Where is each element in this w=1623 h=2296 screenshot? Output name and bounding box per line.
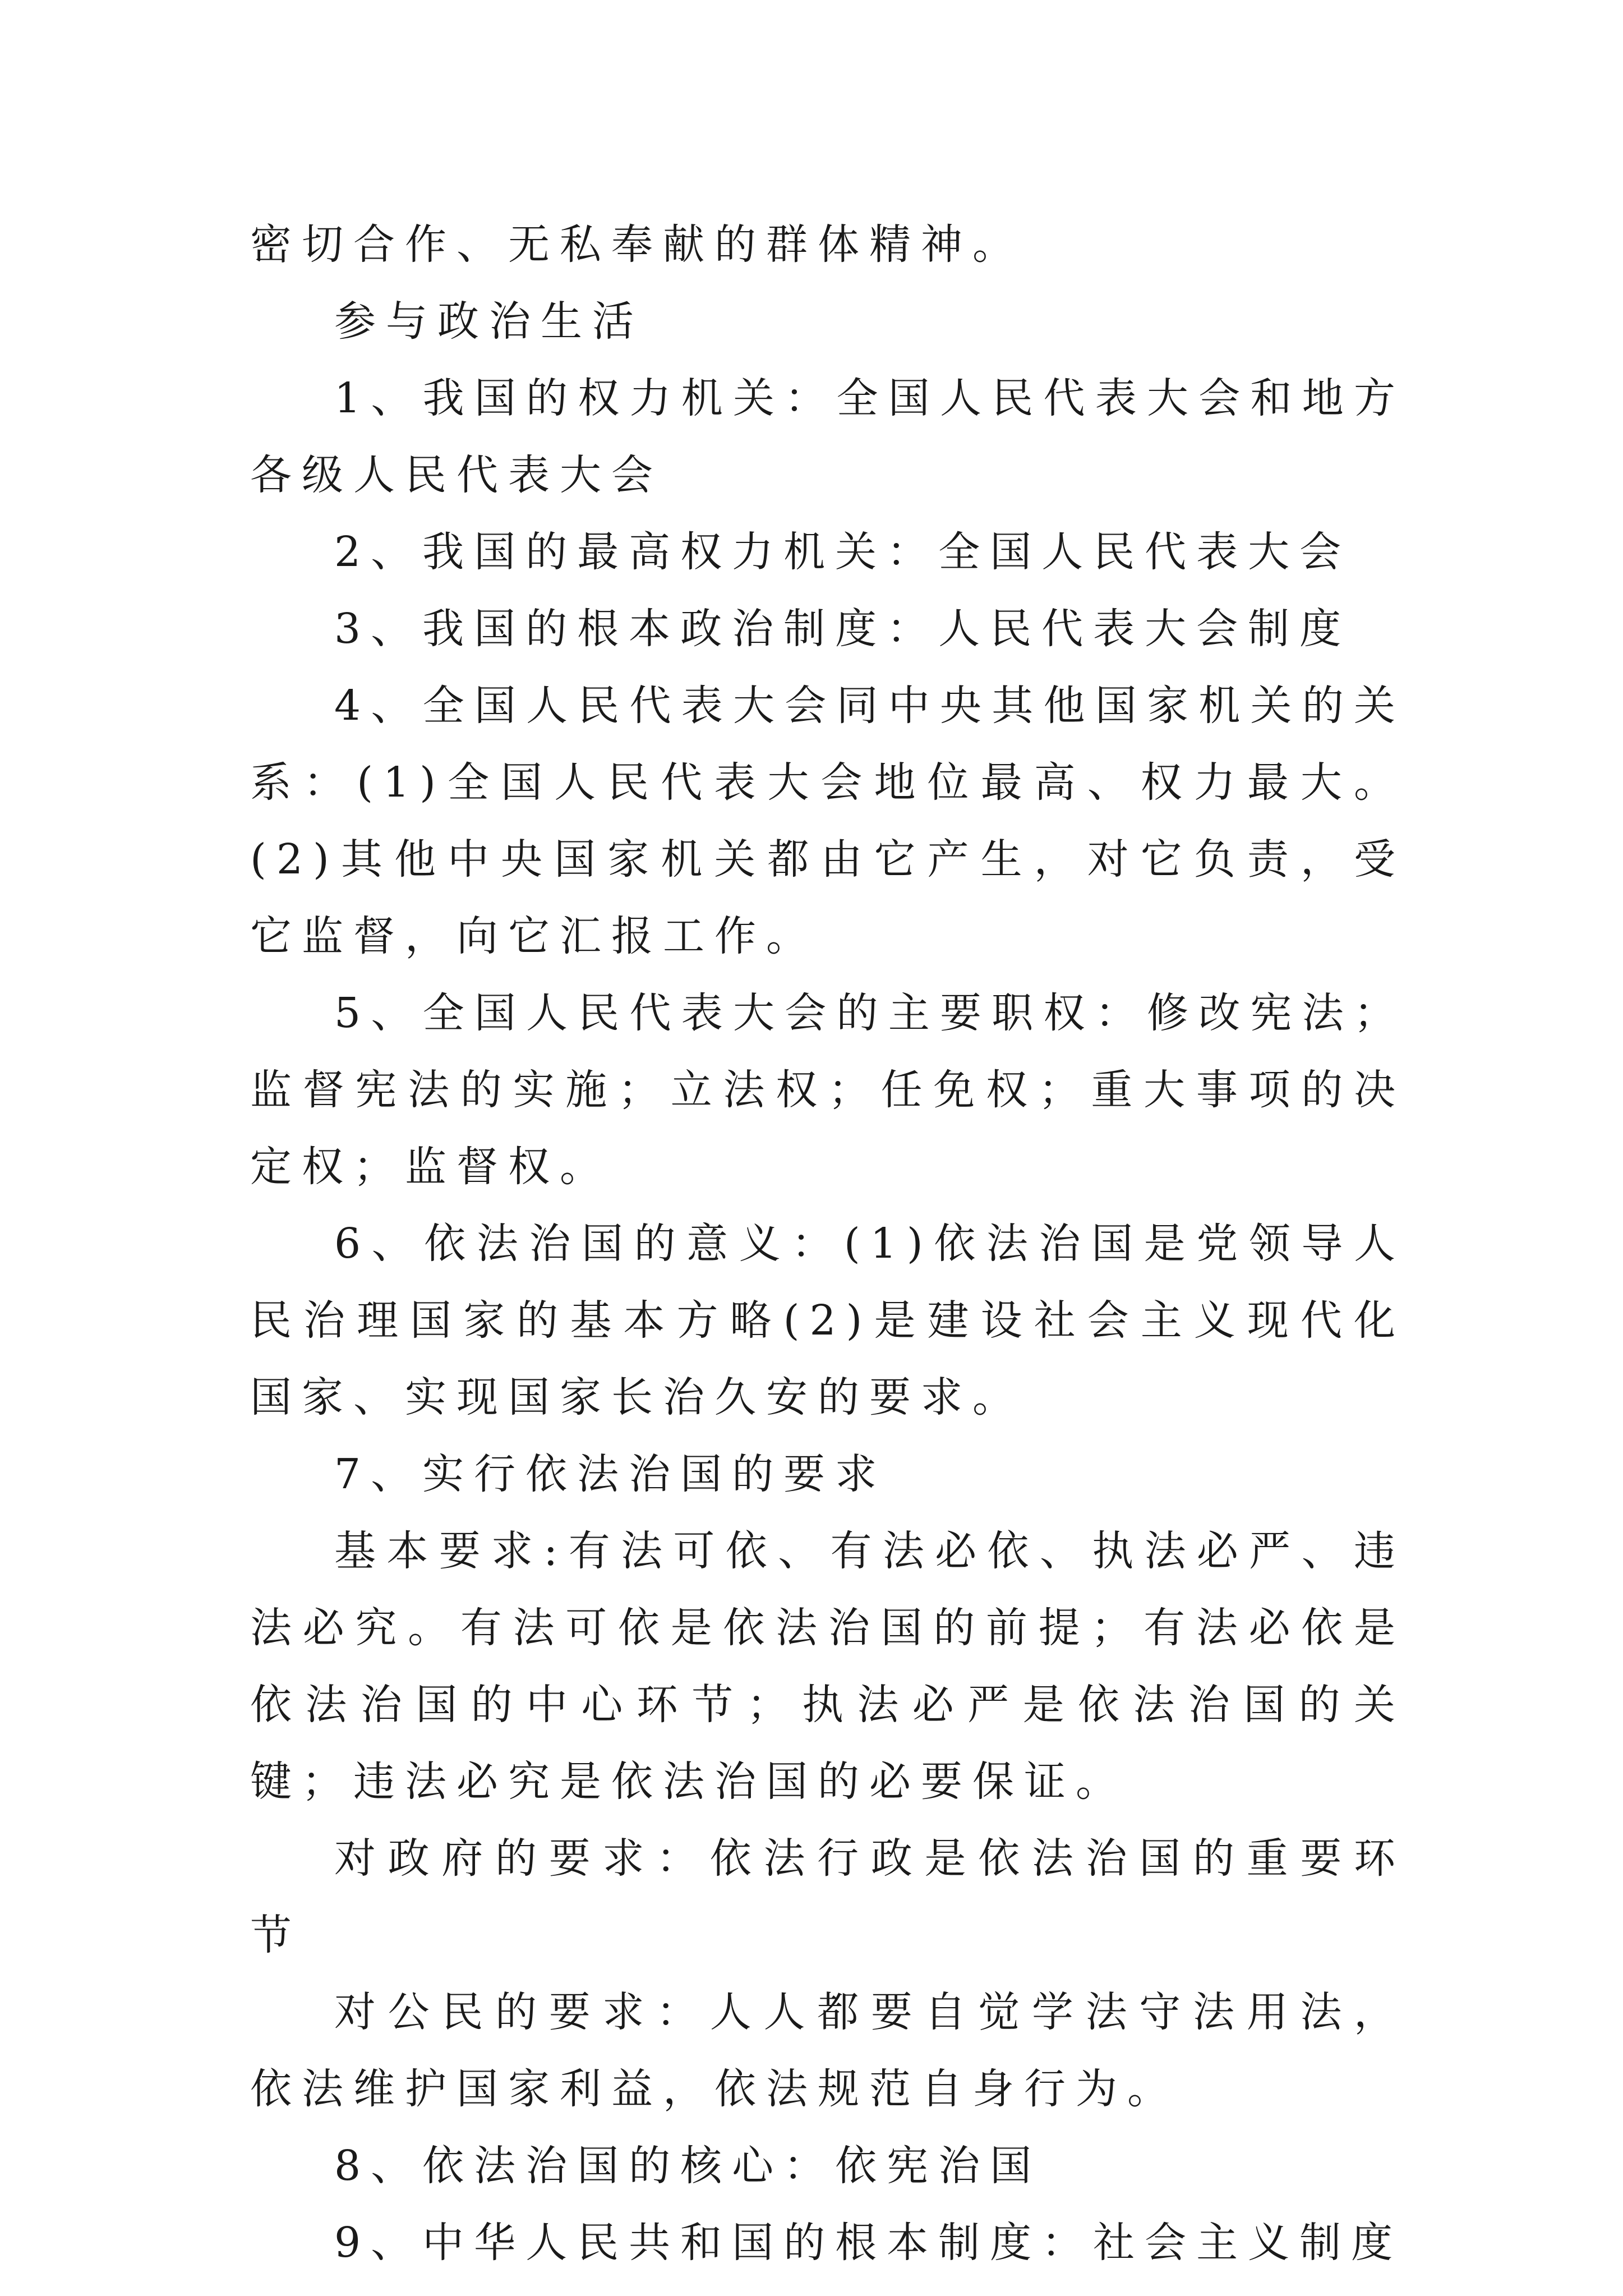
paragraph-basic-requirements: 基本要求:有法可依、有法必依、执法必严、违法必究。有法可依是依法治国的前提；有法必依是依法治国的中心环节；执法必严是依法治国的关键；违法必究是依法治国的必要保证。 xyxy=(250,1527,1405,1806)
paragraph-item-8: 8、依法治国的核心：依宪治国 xyxy=(334,2142,1042,2190)
paragraph-item-5: 5、全国人民代表大会的主要职权：修改宪法；监督宪法的实施；立法权；任免权；重大事项的决定权；监督权。 xyxy=(250,989,1405,1191)
document-body xyxy=(250,206,1405,2281)
paragraph-government-requirements: 对政府的要求：依法行政是依法治国的重要环节 xyxy=(250,1834,1405,1959)
paragraph-item-3: 3、我国的根本政治制度：人民代表大会制度 xyxy=(334,605,1352,653)
paragraph-item-7: 7、实行依法治国的要求 xyxy=(334,1450,887,1498)
paragraph-item-4: 4、全国人民代表大会同中央其他国家机关的关系：(1)全国人民代表大会地位最高、权力最大。(2)其他中央国家机关都由它产生，对它负责，受它监督，向它汇报工作。 xyxy=(250,682,1405,960)
paragraph-item-6: 6、依法治国的意义：(1)依法治国是党领导人民治理国家的基本方略(2)是建设社会主义现代化国家、实现国家长治久安的要求。 xyxy=(250,1220,1405,1421)
paragraph-continuation: 密切合作、无私奉献的群体精神。 xyxy=(250,220,1024,269)
paragraph-citizen-requirements: 对公民的要求：人人都要自觉学法守法用法，依法维护国家利益，依法规范自身行为。 xyxy=(250,1988,1405,2113)
paragraph-item-1: 1、我国的权力机关：全国人民代表大会和地方各级人民代表大会 xyxy=(250,374,1405,499)
section-heading: 参与政治生活 xyxy=(334,297,644,346)
paragraph-item-2: 2、我国的最高权力机关：全国人民代表大会 xyxy=(334,528,1352,576)
paragraph-item-9: 9、中华人民共和国的根本制度：社会主义制度 xyxy=(334,2219,1403,2267)
